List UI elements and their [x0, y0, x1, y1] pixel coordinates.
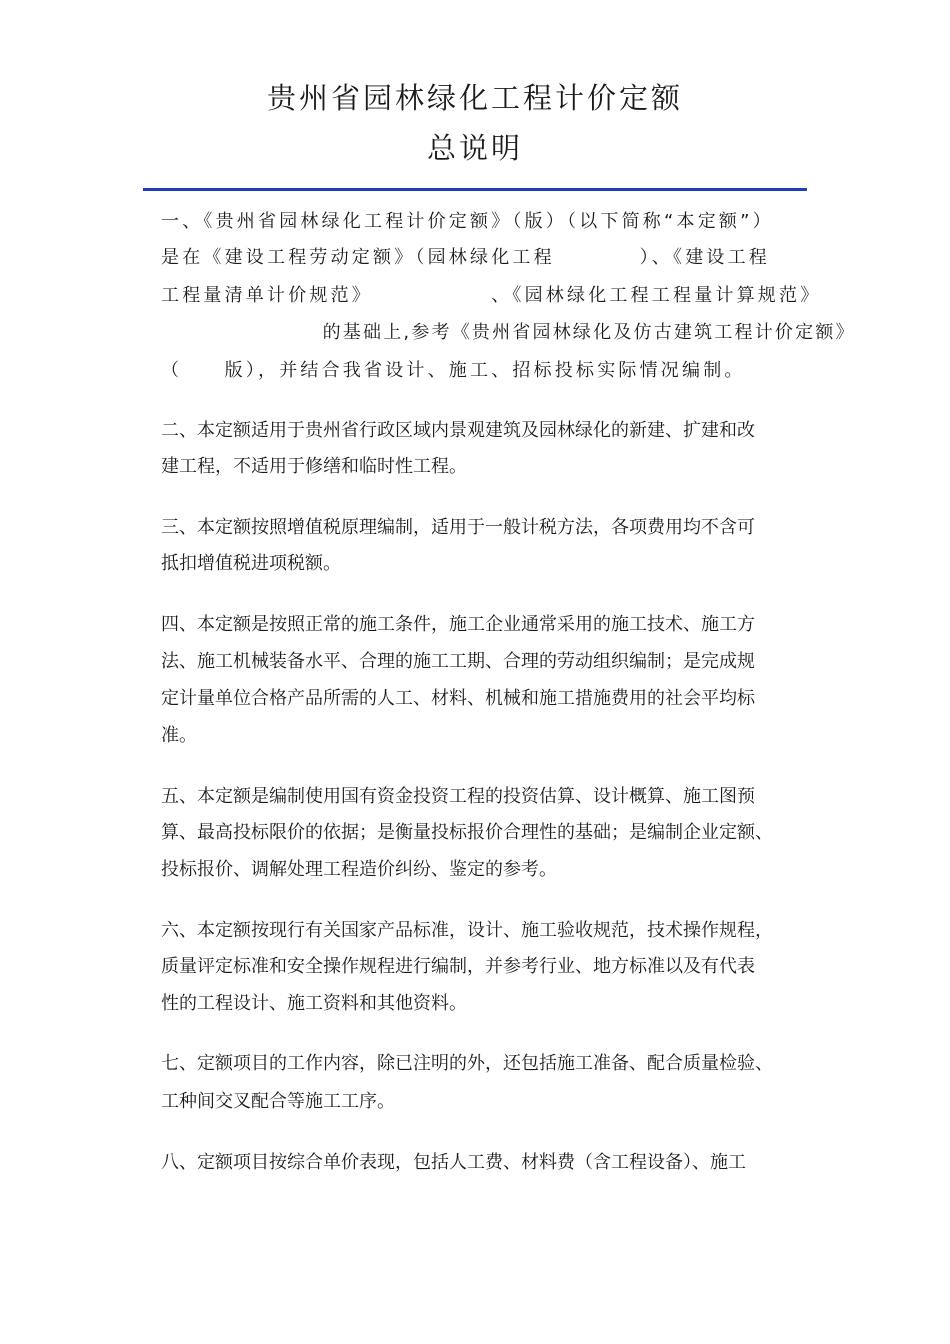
title-divider	[143, 188, 807, 191]
paragraph-line: （ 版），并结合我省设计、施工、招标投标实际情况编制。	[161, 360, 746, 381]
paragraph-line: 二、本定额适用于贵州省行政区域内景观建筑及园林绿化的新建、扩建和改	[161, 420, 755, 441]
paragraph-line: 准。	[161, 725, 197, 746]
document-title: 贵州省园林绿化工程计价定额	[266, 81, 683, 115]
paragraph-line: 五、本定额是编制使用国有资金投资工程的投资估算、设计概算、施工图预	[161, 786, 755, 807]
paragraph-line: 质量评定标准和安全操作规程进行编制，并参考行业、地方标准以及有代表	[161, 956, 755, 977]
paragraph-line: 一、《贵州省园林绿化工程计价定额》（版）（以下简称“本定额”）	[161, 211, 774, 232]
paragraph-line: 三、本定额按照增值税原理编制，适用于一般计税方法，各项费用均不含可	[161, 517, 755, 538]
paragraph-line: 法、施工机械装备水平、合理的施工工期、合理的劳动组织编制；是完成规	[161, 651, 755, 672]
paragraph-line: 是在《建设工程劳动定额》（园林绿化工程 ）、《建设工程	[161, 247, 770, 268]
paragraph-line: 的基础上,参考《贵州省园林绿化及仿古建筑工程计价定额》	[161, 322, 856, 343]
paragraph-line: 八、定额项目按综合单价表现，包括人工费、材料费（含工程设备）、施工	[161, 1152, 746, 1173]
paragraph-line: 投标报价、调解处理工程造价纠纷、鉴定的参考。	[161, 859, 557, 880]
paragraph-line: 六、本定额按现行有关国家产品标准，设计、施工验收规范，技术操作规程，	[161, 920, 773, 941]
paragraph-line: 七、定额项目的工作内容，除已注明的外，还包括施工准备、配合质量检验、	[161, 1053, 773, 1074]
paragraph-line: 性的工程设计、施工资料和其他资料。	[161, 993, 467, 1014]
paragraph-line: 四、本定额是按照正常的施工条件，施工企业通常采用的施工技术、施工方	[161, 614, 755, 635]
paragraph-line: 算、最高投标限价的依据；是衡量投标报价合理性的基础；是编制企业定额、	[161, 822, 773, 843]
document-subtitle: 总说明	[426, 131, 523, 165]
paragraph-line: 工程量清单计价规范》 、《园林绿化工程工程量计算规范》	[161, 285, 822, 306]
paragraph-line: 工种间交叉配合等施工工序。	[161, 1091, 395, 1112]
paragraph-line: 定计量单位合格产品所需的人工、材料、机械和施工措施费用的社会平均标	[161, 688, 755, 709]
paragraph-line: 建工程，不适用于修缮和临时性工程。	[161, 456, 467, 477]
paragraph-line: 抵扣增值税进项税额。	[161, 553, 341, 574]
